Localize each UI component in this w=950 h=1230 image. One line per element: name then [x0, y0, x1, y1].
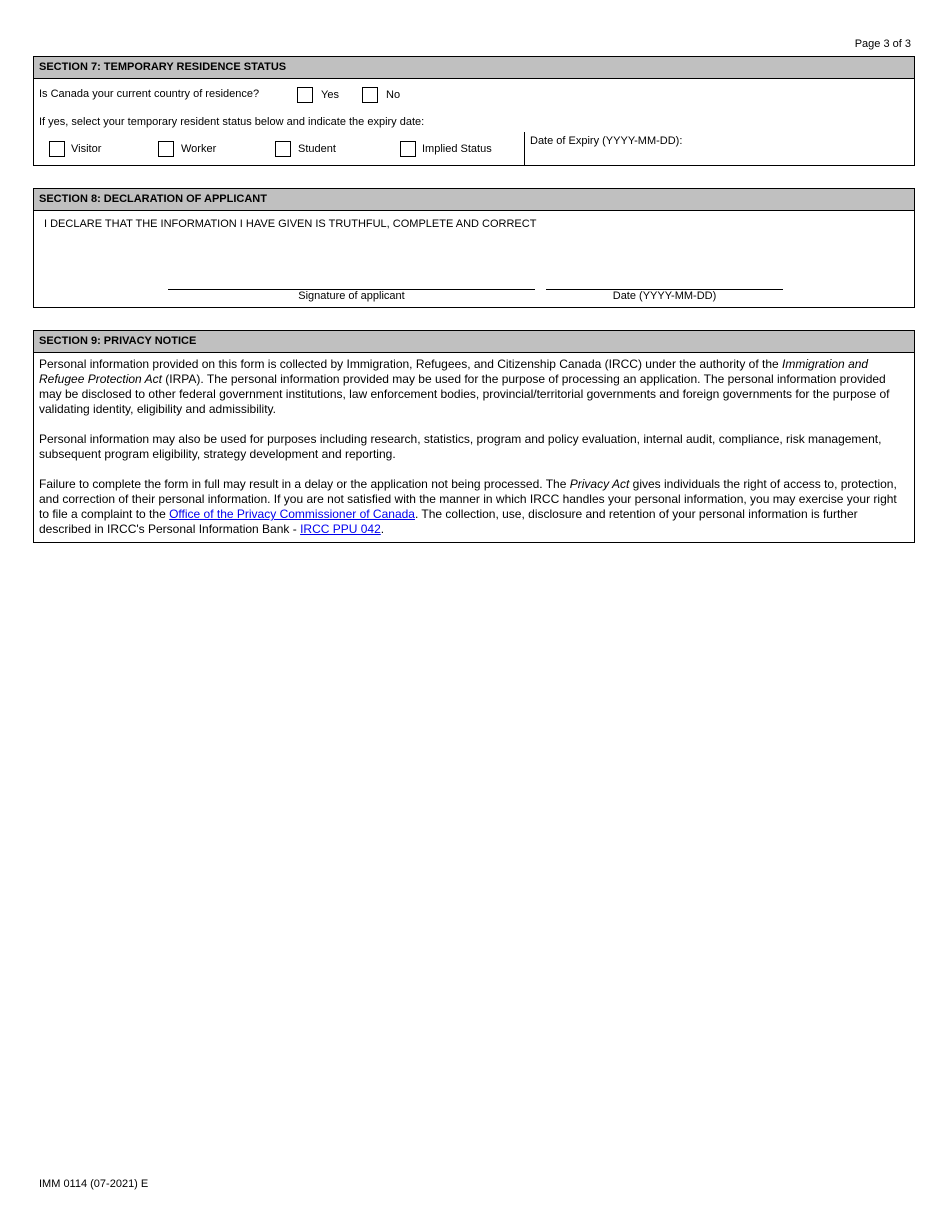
- privacy-paragraph-1: Personal information provided on this form is collected by Immigration, Refugees, and Citizenship Canada (IRCC) under the authority of the Immigration and Refugee Protection Act (IRPA). The personal information provided may be used for the purpose of processing an application. The personal information provided may be disclosed to other federal government institutions, law enforcement bodies, provincial/territorial governments and foreign governments for the purpose of validating identity, eligibility and admissibility.: [39, 357, 890, 416]
- no-label: No: [386, 89, 401, 101]
- visitor-label: Visitor: [71, 143, 102, 155]
- residence-question: Is Canada your current country of residence?: [39, 88, 260, 100]
- worker-label: Worker: [181, 143, 217, 155]
- status-instruction: If yes, select your temporary resident status below and indicate the expiry date:: [39, 116, 425, 128]
- section-8-declaration: [33, 188, 915, 308]
- implied-status-label: Implied Status: [422, 143, 492, 155]
- privacy-notice-body: [39, 357, 909, 552]
- privacy-paragraph-2: Personal information may also be used for purposes including research, statistics, program and policy evaluation, internal audit, compliance, risk management, subsequent program eligibility, strategy development and reporting.: [39, 432, 882, 461]
- page-number: Page 3 of 3: [854, 38, 911, 50]
- section-9-privacy-notice: [33, 330, 915, 543]
- section-9-title: SECTION 9: PRIVACY NOTICE: [34, 331, 914, 353]
- privacy-paragraph-3: Failure to complete the form in full may result in a delay or the application not being processed. The Privacy Act gives individuals the right of access to, protection, and correction of their personal information. If you are not satisfied with the manner in which IRCC handles your personal information, you may exercise your right to file a complaint to the Office of the Privacy Commissioner of Canada. The collection, use, disclosure and retention of your personal information is further described in IRCC's Personal Information Bank - IRCC PPU 042.: [39, 477, 897, 536]
- yes-label: Yes: [321, 89, 339, 101]
- student-label: Student: [298, 143, 336, 155]
- visitor-checkbox[interactable]: [49, 141, 65, 157]
- student-checkbox[interactable]: [275, 141, 291, 157]
- section-8-title: SECTION 8: DECLARATION OF APPLICANT: [34, 189, 914, 211]
- yes-checkbox[interactable]: [297, 87, 313, 103]
- signature-label: Signature of applicant: [298, 290, 405, 302]
- implied-status-checkbox[interactable]: [400, 141, 416, 157]
- privacy-commissioner-link[interactable]: Office of the Privacy Commissioner of Canada: [169, 507, 415, 521]
- declaration-date-field[interactable]: [546, 243, 783, 289]
- declaration-text: I DECLARE THAT THE INFORMATION I HAVE GIVEN IS TRUTHFUL, COMPLETE AND CORRECT: [44, 218, 537, 230]
- expiry-date-field[interactable]: [530, 149, 910, 165]
- no-checkbox[interactable]: [362, 87, 378, 103]
- worker-checkbox[interactable]: [158, 141, 174, 157]
- expiry-date-label: Date of Expiry (YYYY-MM-DD):: [530, 135, 683, 147]
- ircc-ppu-042-link[interactable]: IRCC PPU 042: [300, 522, 381, 536]
- field-divider: [524, 132, 525, 166]
- section-7-temporary-residence-status: [33, 56, 915, 166]
- signature-field[interactable]: [168, 243, 535, 289]
- date-label: Date (YYYY-MM-DD): [612, 290, 717, 302]
- section-7-title: SECTION 7: TEMPORARY RESIDENCE STATUS: [34, 57, 914, 79]
- form-code: IMM 0114 (07-2021) E: [39, 1178, 149, 1190]
